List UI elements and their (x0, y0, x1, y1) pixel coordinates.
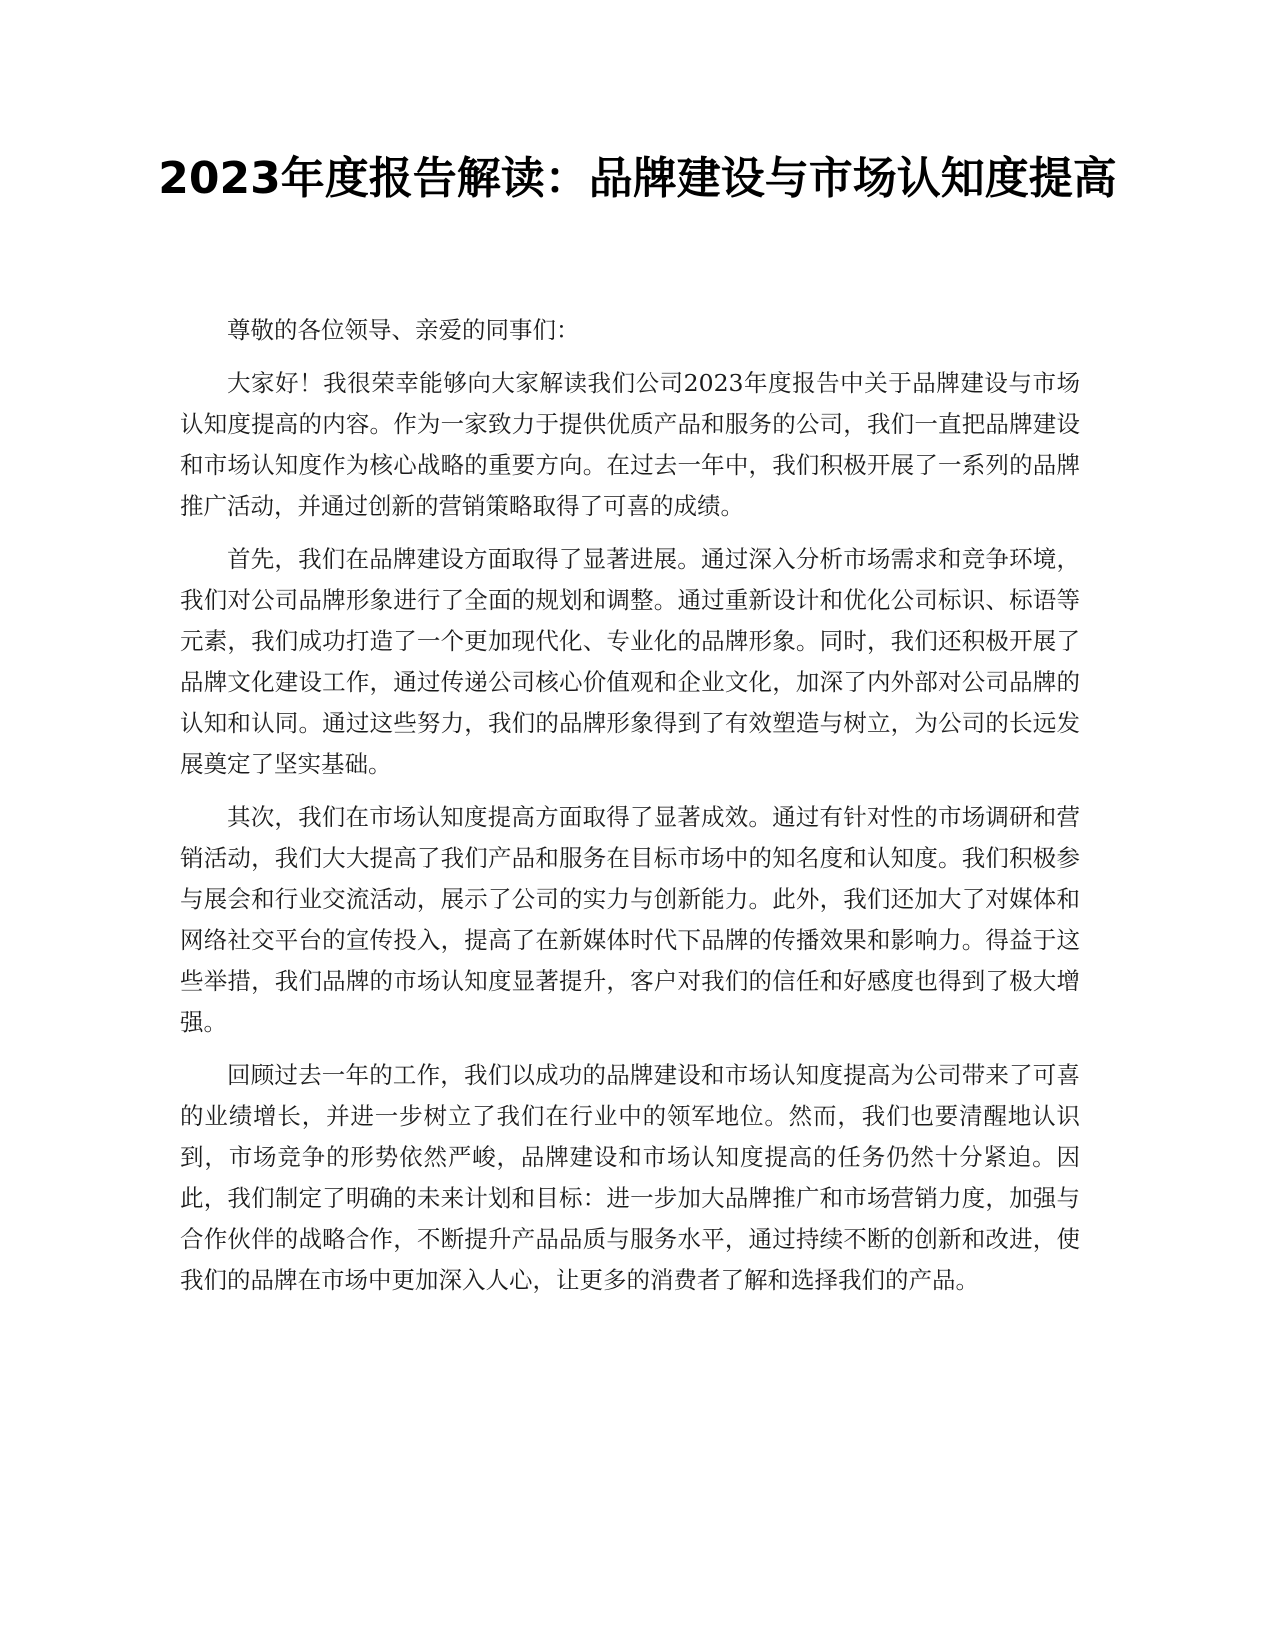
paragraph-review-and-plan: 回顾过去一年的工作，我们以成功的品牌建设和市场认知度提高为公司带来了可喜的业绩增长，并进一步树立了我们在行业中的领军地位。然而，我们也要清醒地认识到，市场竞争的形势依然严峻，品牌建设和市场认知度提高的任务仍然十分紧迫。因此，我们制定了明确的未来计划和目标：进一步加大品牌推广和市场营销力度，加强与合作伙伴的战略合作，不断提升产品品质与服务水平，通过持续不断的创新和改进，使我们的品牌在市场中更加深入人心，让更多的消费者了解和选择我们的产品。 (180, 1061, 1080, 1294)
paragraph-brand-building: 首先，我们在品牌建设方面取得了显著进展。通过深入分析市场需求和竞争环境，我们对公司品牌形象进行了全面的规划和调整。通过重新设计和优化公司标识、标语等元素，我们成功打造了一个更加现代化、专业化的品牌形象。同时，我们还积极开展了品牌文化建设工作，通过传递公司核心价值观和企业文化，加深了内外部对公司品牌的认知和认同。通过这些努力，我们的品牌形象得到了有效塑造与树立，为公司的长远发展奠定了坚实基础。 (180, 545, 1080, 778)
paragraph-intro: 大家好！我很荣幸能够向大家解读我们公司2023年度报告中关于品牌建设与市场认知度提高的内容。作为一家致力于提供优质产品和服务的公司，我们一直把品牌建设和市场认知度作为核心战略的重要方向。在过去一年中，我们积极开展了一系列的品牌推广活动，并通过创新的营销策略取得了可喜的成绩。 (180, 369, 1080, 520)
document-title: 2023年度报告解读：品牌建设与市场认知度提高 (158, 153, 1117, 204)
salutation: 尊敬的各位领导、亲爱的同事们： (227, 316, 580, 344)
document-body (180, 310, 1080, 1313)
paragraph-market-awareness: 其次，我们在市场认知度提高方面取得了显著成效。通过有针对性的市场调研和营销活动，我们大大提高了我们产品和服务在目标市场中的知名度和认知度。我们积极参与展会和行业交流活动，展示了公司的实力与创新能力。此外，我们还加大了对媒体和网络社交平台的宣传投入，提高了在新媒体时代下品牌的传播效果和影响力。得益于这些举措，我们品牌的市场认知度显著提升，客户对我们的信任和好感度也得到了极大增强。 (180, 803, 1080, 1036)
